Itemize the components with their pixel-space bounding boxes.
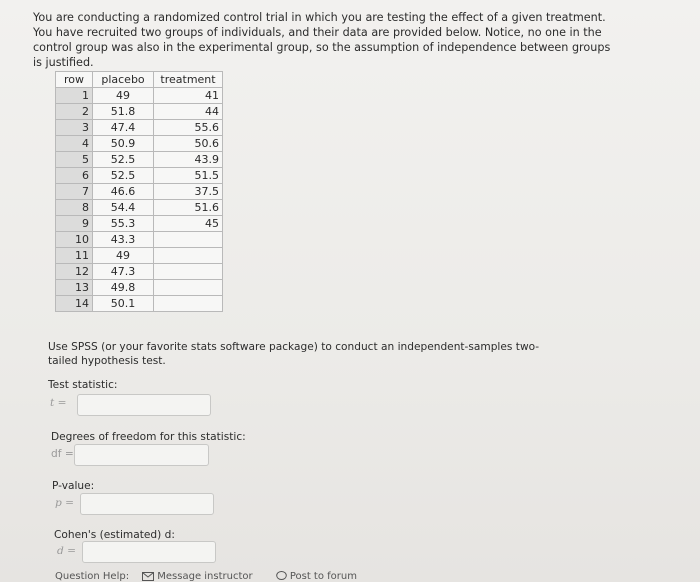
row-number-cell: 7 (56, 184, 93, 200)
header-treatment: treatment (154, 72, 223, 88)
placebo-cell: 43.3 (93, 232, 154, 248)
table-row (56, 200, 223, 216)
row-number-cell: 5 (56, 152, 93, 168)
post-to-forum-link[interactable] (276, 571, 367, 582)
placebo-cell: 49.8 (93, 280, 154, 296)
placebo-cell: 46.6 (93, 184, 154, 200)
row-number-cell: 9 (56, 216, 93, 232)
placebo-cell: 50.9 (93, 136, 154, 152)
placebo-cell: 49 (93, 248, 154, 264)
table-row (56, 216, 223, 232)
placebo-cell: 52.5 (93, 168, 154, 184)
question-footer (55, 571, 377, 582)
treatment-cell: 51.6 (154, 200, 223, 216)
data-table (55, 71, 223, 312)
table-row (56, 136, 223, 152)
df-label: Degrees of freedom for this statistic: (51, 431, 246, 443)
p-symbol: p = (55, 497, 75, 509)
p-value-label: P-value: (52, 480, 95, 492)
table-header-row (56, 72, 223, 88)
message-instructor-label: Message instructor (157, 571, 253, 582)
treatment-cell: 43.9 (154, 152, 223, 168)
header-placebo: placebo (93, 72, 154, 88)
treatment-cell (154, 232, 223, 248)
placebo-cell: 50.1 (93, 296, 154, 312)
row-number-cell: 13 (56, 280, 93, 296)
row-number-cell: 11 (56, 248, 93, 264)
table-row (56, 264, 223, 280)
row-number-cell: 6 (56, 168, 93, 184)
t-symbol: t = (50, 397, 67, 409)
row-number-cell: 10 (56, 232, 93, 248)
table-row (56, 120, 223, 136)
instruction-text: Use SPSS (or your favorite stats software package) to conduct an independent-samples two-tailed hypothesis test. (48, 341, 540, 367)
treatment-cell: 45 (154, 216, 223, 232)
table-row (56, 104, 223, 120)
cohens-d-input[interactable] (82, 541, 216, 563)
table-row (56, 168, 223, 184)
row-number-cell: 1 (56, 88, 93, 104)
row-number-cell: 14 (56, 296, 93, 312)
treatment-cell: 55.6 (154, 120, 223, 136)
test-statistic-label: Test statistic: (48, 379, 118, 391)
treatment-cell (154, 296, 223, 312)
cohens-d-label: Cohen's (estimated) d: (54, 529, 175, 541)
treatment-cell: 41 (154, 88, 223, 104)
placebo-cell: 54.4 (93, 200, 154, 216)
treatment-cell: 44 (154, 104, 223, 120)
row-number-cell: 8 (56, 200, 93, 216)
t-statistic-input[interactable] (77, 394, 211, 416)
table-row (56, 296, 223, 312)
placebo-cell: 47.4 (93, 120, 154, 136)
placebo-cell: 49 (93, 88, 154, 104)
df-symbol: df = (51, 448, 74, 460)
p-value-input[interactable] (80, 493, 214, 515)
placebo-cell: 51.8 (93, 104, 154, 120)
header-row: row (56, 72, 93, 88)
question-help-label: Question Help: (55, 571, 130, 582)
placebo-cell: 52.5 (93, 152, 154, 168)
treatment-cell: 51.5 (154, 168, 223, 184)
table-row (56, 248, 223, 264)
treatment-cell (154, 248, 223, 264)
table-row (56, 152, 223, 168)
message-instructor-link[interactable] (142, 571, 266, 582)
table-row (56, 280, 223, 296)
df-input[interactable] (74, 444, 209, 466)
placebo-cell: 55.3 (93, 216, 154, 232)
row-number-cell: 12 (56, 264, 93, 280)
problem-intro: You are conducting a randomized control trial in which you are testing the effect of a given treatment. You have recruited two groups of individuals, and their data are provided below. Notice, no one in the control group was also in the experimental group, so the assumption of independence between groups is justified. (33, 11, 611, 69)
table-row (56, 88, 223, 104)
treatment-cell (154, 280, 223, 296)
row-number-cell: 3 (56, 120, 93, 136)
row-number-cell: 2 (56, 104, 93, 120)
treatment-cell: 50.6 (154, 136, 223, 152)
envelope-icon (142, 572, 154, 581)
treatment-cell (154, 264, 223, 280)
table-row (56, 232, 223, 248)
placebo-cell: 47.3 (93, 264, 154, 280)
row-number-cell: 4 (56, 136, 93, 152)
treatment-cell: 37.5 (154, 184, 223, 200)
d-symbol: d = (57, 545, 77, 557)
post-to-forum-label: Post to forum (289, 571, 357, 582)
speech-bubble-icon (276, 571, 287, 581)
table-row (56, 184, 223, 200)
